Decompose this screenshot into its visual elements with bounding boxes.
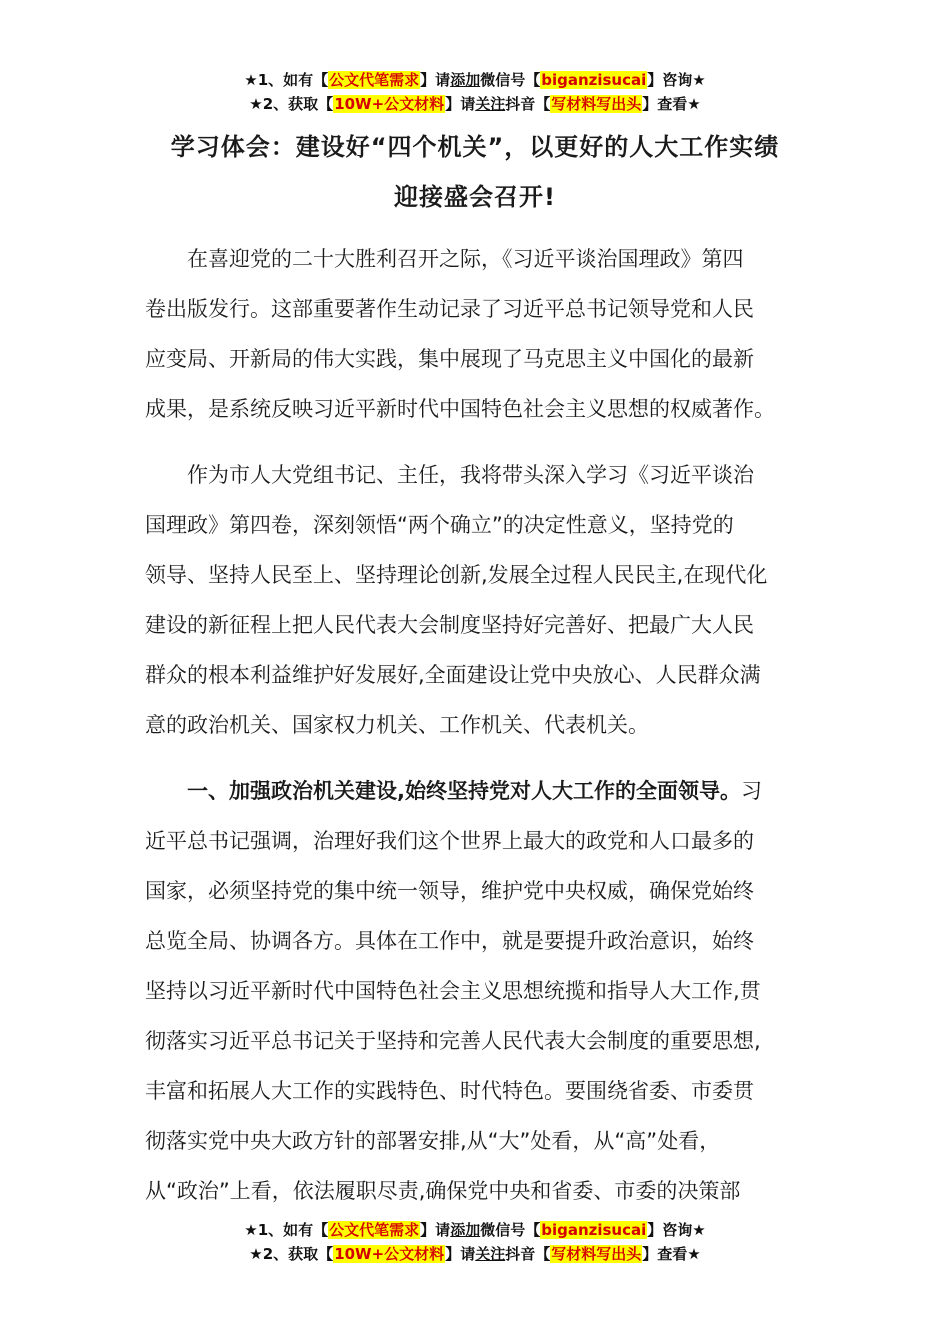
banner-text: 】咨询★ <box>647 71 706 89</box>
paragraph-line: 在喜迎党的二十大胜利召开之际，《习近平谈治国理政》第四 <box>187 247 744 271</box>
banner-highlight: biganzisucai <box>541 71 647 89</box>
banner-text: ★2、获取【 <box>249 1245 334 1263</box>
banner-text: 抖音【 <box>505 1245 551 1263</box>
banner-text: ★1、如有【 <box>244 1221 329 1239</box>
banner-highlight: 写材料写出头 <box>551 95 642 113</box>
paragraph-line: 彻落实党中央大政方针的部署安排,从“大”处看，从“高”处看， <box>145 1129 721 1153</box>
bottom-banner <box>0 1218 950 1266</box>
banner-highlight: 写材料写出头 <box>551 1245 642 1263</box>
banner-text: 】请 <box>420 71 451 89</box>
banner-text: ★2、获取【 <box>249 95 334 113</box>
banner-line-1 <box>0 1218 950 1242</box>
banner-line-2 <box>0 92 950 116</box>
banner-highlight: 公文代笔需求 <box>329 71 420 89</box>
paragraph-line: 彻落实习近平总书记关于坚持和完善人民代表大会制度的重要思想, <box>145 1029 761 1053</box>
paragraph-1 <box>145 234 807 434</box>
paragraph-text: 习 <box>740 779 762 803</box>
banner-highlight: 10W+公文材料 <box>334 95 445 113</box>
paragraph-line: 群众的根本利益维护好发展好,全面建设让党中央放心、人民群众满 <box>145 663 761 687</box>
paragraph-line: 坚持以习近平新时代中国特色社会主义思想统揽和指导人大工作,贯 <box>145 979 761 1003</box>
paragraph-line: 领导、坚持人民至上、坚持理论创新,发展全过程人民民主,在现代化 <box>145 563 768 587</box>
paragraph-line: 丰富和拓展人大工作的实践特色、时代特色。要围绕省委、市委贯 <box>145 1079 754 1103</box>
document-title <box>0 122 950 222</box>
paragraph-line: 成果，是系统反映习近平新时代中国特色社会主义思想的权威著作。 <box>145 397 775 421</box>
paragraph-3 <box>145 766 807 1216</box>
paragraph-line: 近平总书记强调，治理好我们这个世界上最大的政党和人口最多的 <box>145 829 754 853</box>
banner-text: 】咨询★ <box>647 1221 706 1239</box>
banner-text: 抖音【 <box>505 95 551 113</box>
banner-highlight: 公文代笔需求 <box>329 1221 420 1239</box>
banner-highlight: biganzisucai <box>541 1221 647 1239</box>
banner-underline: 添加 <box>450 1221 481 1239</box>
banner-text: 微信号【 <box>480 1221 541 1239</box>
banner-underline: 关注 <box>475 95 506 113</box>
banner-underline: 关注 <box>475 1245 506 1263</box>
banner-line-2 <box>0 1242 950 1266</box>
paragraph-2 <box>145 450 807 750</box>
paragraph-line: 国理政》第四卷，深刻领悟“两个确立”的决定性意义，坚持党的 <box>145 513 734 537</box>
banner-text: 】查看★ <box>642 1245 701 1263</box>
paragraph-line: 意的政治机关、国家权力机关、工作机关、代表机关。 <box>145 713 649 737</box>
banner-text: ★1、如有【 <box>244 71 329 89</box>
banner-line-1 <box>0 68 950 92</box>
paragraph-line: 国家，必须坚持党的集中统一领导，维护党中央权威，确保党始终 <box>145 879 754 903</box>
title-line-2: 迎接盛会召开! <box>394 183 556 211</box>
banner-text: 】请 <box>445 1245 476 1263</box>
paragraph-line: 作为市人大党组书记、主任，我将带头深入学习《习近平谈治 <box>187 463 754 487</box>
top-banner <box>0 68 950 116</box>
banner-text: 】请 <box>445 95 476 113</box>
paragraph-line: 总览全局、协调各方。具体在工作中，就是要提升政治意识，始终 <box>145 929 754 953</box>
paragraph-line: 应变局、开新局的伟大实践，集中展现了马克思主义中国化的最新 <box>145 347 754 371</box>
title-line-1: 学习体会：建设好“四个机关”，以更好的人大工作实绩 <box>170 133 780 161</box>
banner-text: 】请 <box>420 1221 451 1239</box>
document-body <box>145 234 807 1232</box>
banner-text: 】查看★ <box>642 95 701 113</box>
paragraph-line: 建设的新征程上把人民代表大会制度坚持好完善好、把最广大人民 <box>145 613 754 637</box>
banner-highlight: 10W+公文材料 <box>334 1245 445 1263</box>
banner-underline: 添加 <box>450 71 481 89</box>
paragraph-line: 从“政治”上看，依法履职尽责,确保党中央和省委、市委的决策部 <box>145 1179 741 1203</box>
banner-text: 微信号【 <box>480 71 541 89</box>
paragraph-line <box>145 766 807 816</box>
paragraph-line: 卷出版发行。这部重要著作生动记录了习近平总书记领导党和人民 <box>145 297 754 321</box>
section-heading: 一、加强政治机关建设,始终坚持党对人大工作的全面领导。 <box>187 779 741 803</box>
